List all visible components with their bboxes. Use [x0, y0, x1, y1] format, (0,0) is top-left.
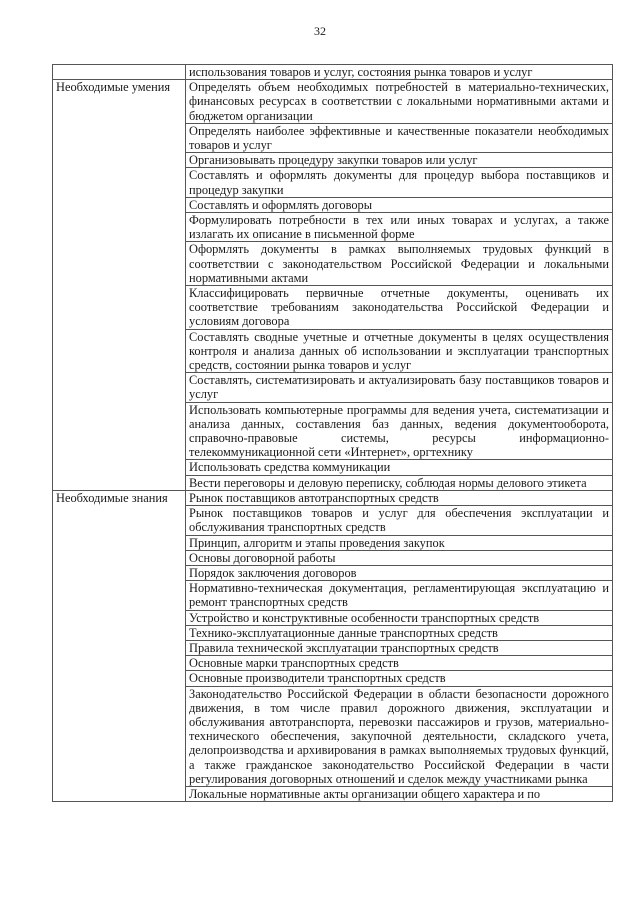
requirement-item: Определять наиболее эффективные и качественные показатели необходимых товаров и услуг	[186, 123, 613, 152]
requirement-item: Основные марки транспортных средств	[186, 656, 613, 671]
requirement-item: Локальные нормативные акты организации общего характера и по	[186, 786, 613, 801]
requirement-item: Использовать средства коммуникации	[186, 460, 613, 475]
requirement-item: Рынок поставщиков автотранспортных средств	[186, 490, 613, 505]
requirement-item: Использовать компьютерные программы для ведения учета, систематизации и анализа данных, составления баз данных, ведения документооборота, справочно-правовые системы, ресурсы информационно-телекоммуникационной сети «Интернет», оргтехнику	[186, 402, 613, 460]
requirement-item: Принцип, алгоритм и этапы проведения закупок	[186, 535, 613, 550]
requirement-item: Организовывать процедуру закупки товаров или услуг	[186, 153, 613, 168]
requirement-item: Правила технической эксплуатации транспортных средств	[186, 640, 613, 655]
requirement-item: Технико-эксплуатационные данные транспортных средств	[186, 625, 613, 640]
requirement-item: Нормативно-техническая документация, регламентирующая эксплуатацию и ремонт транспортных средств	[186, 581, 613, 610]
table-row	[53, 80, 613, 124]
requirement-item: Основы договорной работы	[186, 550, 613, 565]
requirement-item: Составлять сводные учетные и отчетные документы в целях осуществления контроля и анализа данных об использовании и эксплуатации транспортных средств, состоянии рынка товаров и услуг	[186, 329, 613, 373]
requirement-item: Вести переговоры и деловую переписку, соблюдая нормы делового этикета	[186, 475, 613, 490]
section-label: Необходимые знания	[53, 490, 186, 801]
continuation-cell: использования товаров и услуг, состояния рынка товаров и услуг	[186, 65, 613, 80]
requirements-table	[52, 64, 613, 802]
page-number: 32	[314, 24, 326, 38]
section-label: Необходимые умения	[53, 80, 186, 491]
requirement-item: Формулировать потребности в тех или иных товарах и услугах, а также излагать их описание в письменной форме	[186, 213, 613, 242]
table-row	[53, 490, 613, 505]
requirement-item: Составлять и оформлять договоры	[186, 197, 613, 212]
table-row	[53, 65, 613, 80]
requirement-item: Рынок поставщиков товаров и услуг для обеспечения эксплуатации и обслуживания транспортных средств	[186, 506, 613, 535]
requirement-item: Классифицировать первичные отчетные документы, оценивать их соответствие требованиям законодательства Российской Федерации и условиям договора	[186, 286, 613, 330]
requirement-item: Составлять и оформлять документы для процедур выбора поставщиков и процедур закупки	[186, 168, 613, 197]
requirement-item: Определять объем необходимых потребностей в материально-технических, финансовых ресурсах в соответствии с локальными нормативными актами и бюджетом организации	[186, 80, 613, 124]
row-label	[53, 65, 186, 80]
requirement-item: Основные производители транспортных средств	[186, 671, 613, 686]
requirement-item: Законодательство Российской Федерации в области безопасности дорожного движения, в том числе правил дорожного движения, эксплуатации и обслуживания автотранспорта, перевозки пассажиров и грузов, материально-технического обеспечения, закупочной деятельности, складского учета, делопроизводства и архивирования в рамках выполняемых трудовых функций, а также гражданское законодательство Российской Федерации в части регулирования договорных отношений и сделок между участниками рынка	[186, 686, 613, 786]
requirement-item: Составлять, систематизировать и актуализировать базу поставщиков товаров и услуг	[186, 373, 613, 402]
requirement-item: Оформлять документы в рамках выполняемых трудовых функций в соответствии с законодательством Российской Федерации и локальными нормативными актами	[186, 242, 613, 286]
requirement-item: Порядок заключения договоров	[186, 565, 613, 580]
requirement-item: Устройство и конструктивные особенности транспортных средств	[186, 610, 613, 625]
